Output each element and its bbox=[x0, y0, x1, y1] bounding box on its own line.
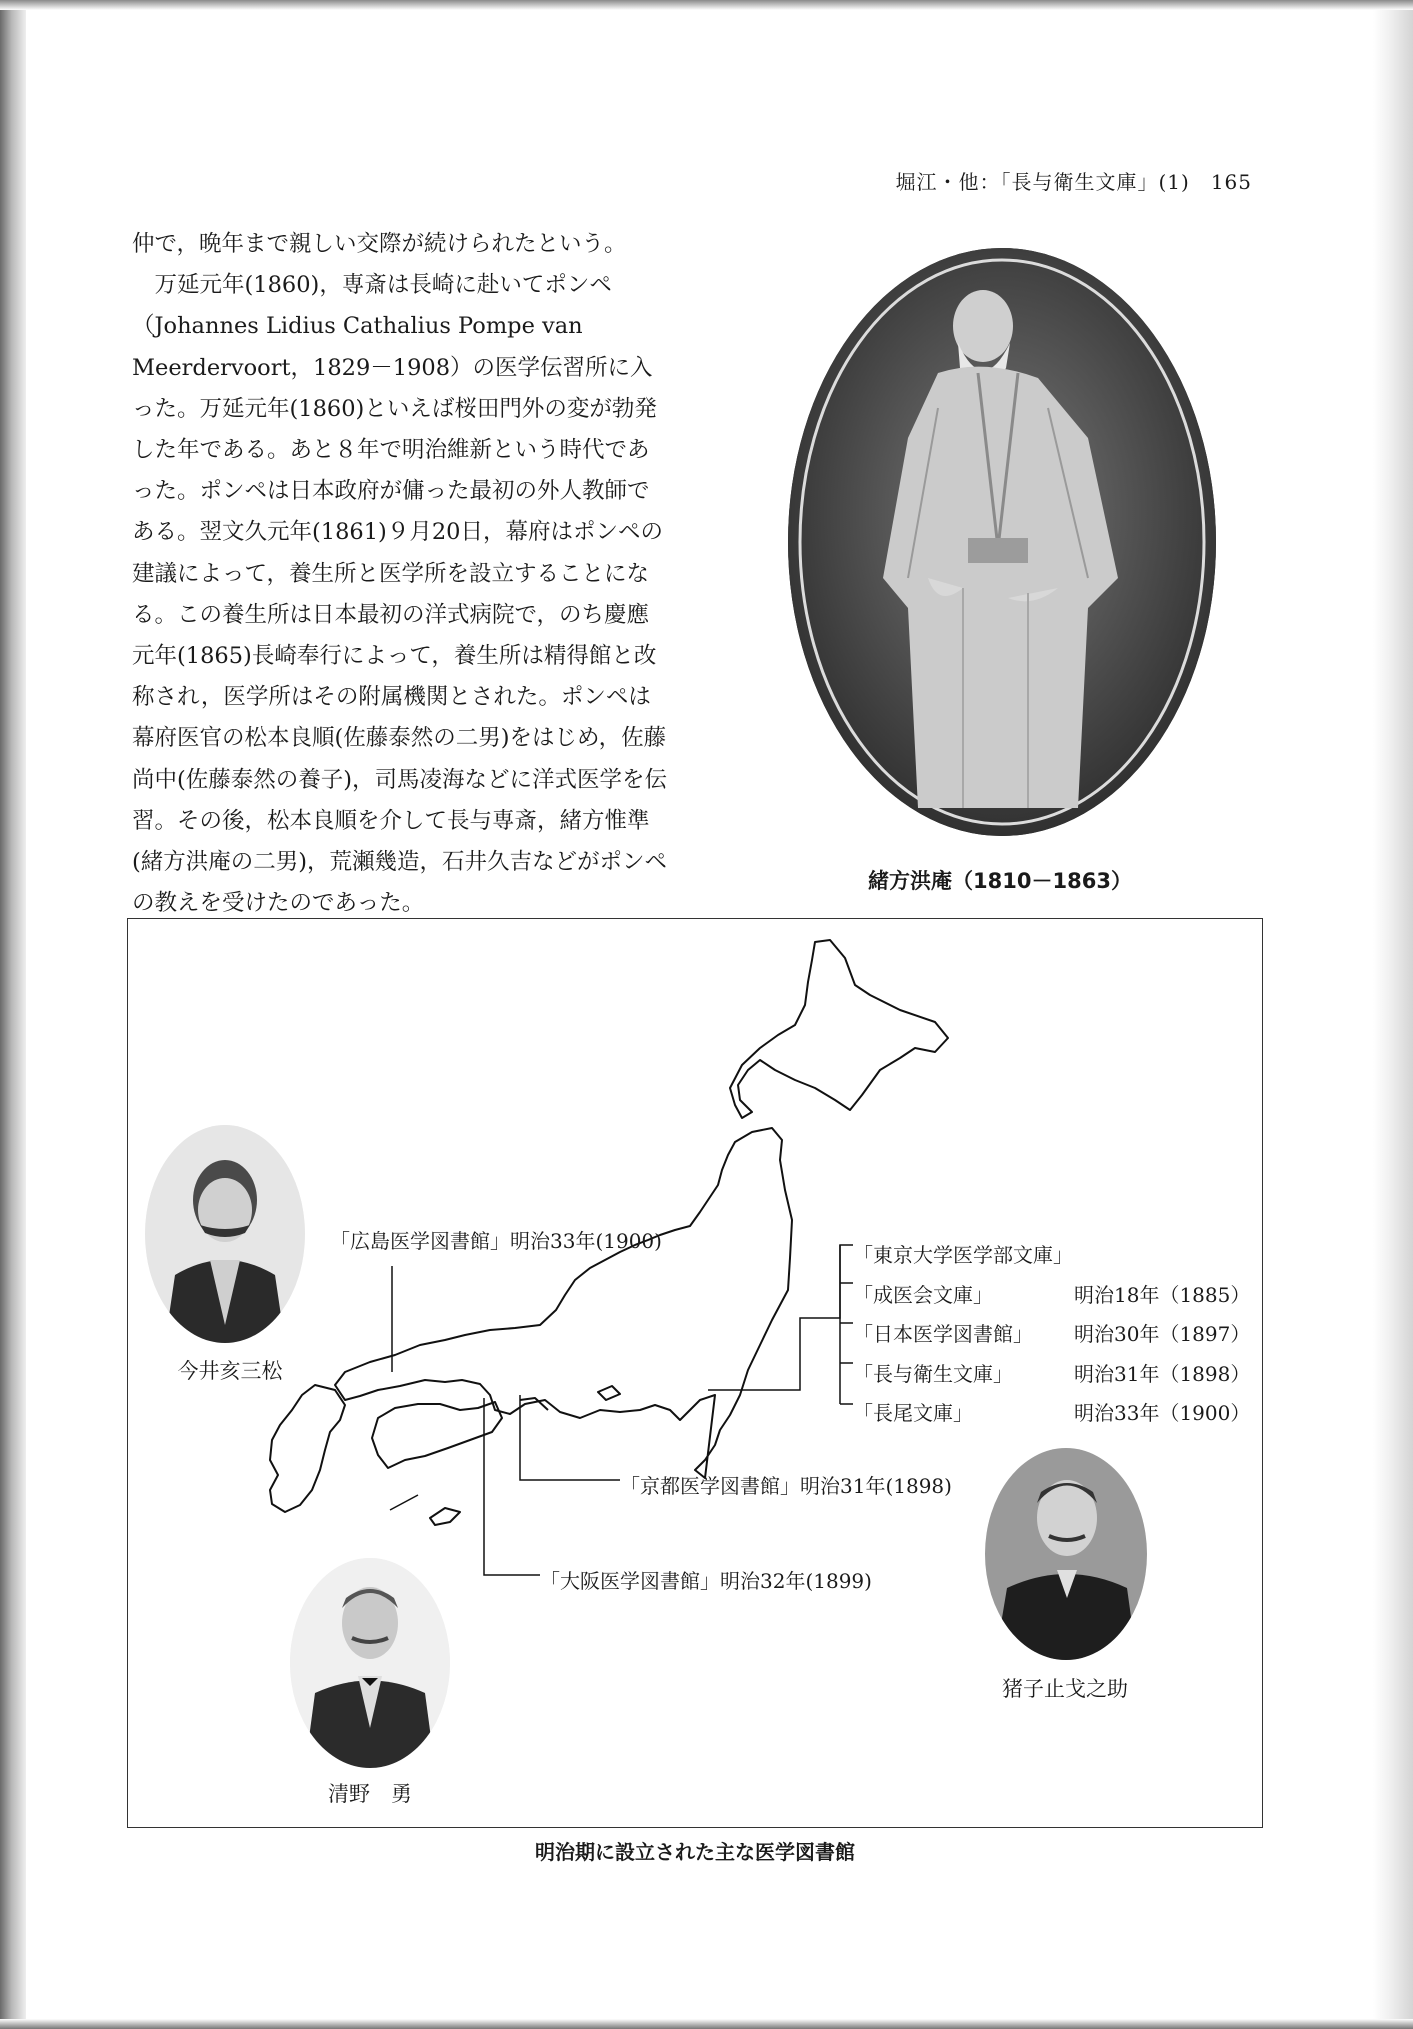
portrait-imai bbox=[145, 1125, 305, 1343]
library-name: 「東京大学医学部文庫」 bbox=[853, 1243, 1073, 1267]
list-item bbox=[853, 1315, 1251, 1355]
list-item bbox=[853, 1236, 1073, 1276]
map-kyushu bbox=[270, 1385, 345, 1512]
person-name-inoko: 猪子止戈之助 bbox=[1002, 1677, 1128, 1701]
map-hokkaido bbox=[730, 940, 948, 1118]
running-header: 堀江・他：「長与衛生文庫」(1) 165 bbox=[895, 170, 1252, 194]
library-name: 「長与衛生文庫」 bbox=[853, 1361, 1013, 1386]
figure-caption: 明治期に設立された主な医学図書館 bbox=[535, 1840, 855, 1864]
library-year: 明治30年（1897） bbox=[1074, 1322, 1251, 1346]
label-kyoto-library: 「京都医学図書館」明治31年(1898) bbox=[620, 1474, 952, 1498]
paragraph-1: 仲で，晩年まで親しい交際が続けられたという。 bbox=[132, 231, 627, 257]
portrait-inoko bbox=[985, 1448, 1147, 1660]
library-year: 明治33年（1900） bbox=[1074, 1401, 1251, 1425]
map-shikoku bbox=[372, 1402, 502, 1468]
library-name: 「成医会文庫」 bbox=[853, 1282, 993, 1307]
paragraph-2: 万延元年(1860)，専斎は長崎に赴いてポンペ（Johannes Lidius Cathalius Pompe van Meerdervoort，1829－1908）の医学伝習所に入った。万延元年(1860)といえば桜田門外の変が勃発した年である。あと８年で明治維新という時代であった。ポンペは日本政府が傭った最初の外人教師である。翌文久元年(1861)９月20日，幕府はポンペの建議によって，養生所と医学所を設立することになる。この養生所は日本最初の洋式病院で，のち慶應元年(1865)長崎奉行によって，養生所は精得館と改称され，医学所はその附属機関とされた。ポンペは幕府医官の松本良順(佐藤泰然の二男)をはじめ，佐藤尚中(佐藤泰然の養子)，司馬凌海などに洋式医学を伝習。その後，松本良順を介して長与専斎，緒方惟準(緒方洪庵の二男)，荒瀬幾造，石井久吉などがポンペの教えを受けたのであった。 bbox=[132, 272, 668, 917]
library-year: 明治31年（1898） bbox=[1074, 1361, 1251, 1386]
person-name-imai: 今井亥三松 bbox=[177, 1359, 283, 1383]
tokyo-library-list bbox=[853, 1236, 1251, 1434]
map-honshu bbox=[335, 1128, 792, 1478]
list-item bbox=[853, 1276, 1251, 1316]
library-name: 「長尾文庫」 bbox=[853, 1401, 973, 1425]
label-hiroshima-library: 「広島医学図書館」明治33年(1900) bbox=[330, 1229, 662, 1253]
list-item bbox=[853, 1394, 1251, 1434]
portrait-caption: 緒方洪庵（1810－1863） bbox=[868, 869, 1132, 893]
label-osaka-library: 「大阪医学図書館」明治32年(1899) bbox=[540, 1569, 872, 1593]
portrait-seino bbox=[290, 1558, 450, 1768]
library-year: 明治18年（1885） bbox=[1074, 1282, 1251, 1307]
person-name-seino: 清野 勇 bbox=[328, 1782, 412, 1806]
list-item bbox=[853, 1355, 1251, 1395]
library-name: 「日本医学図書館」 bbox=[853, 1322, 1033, 1346]
